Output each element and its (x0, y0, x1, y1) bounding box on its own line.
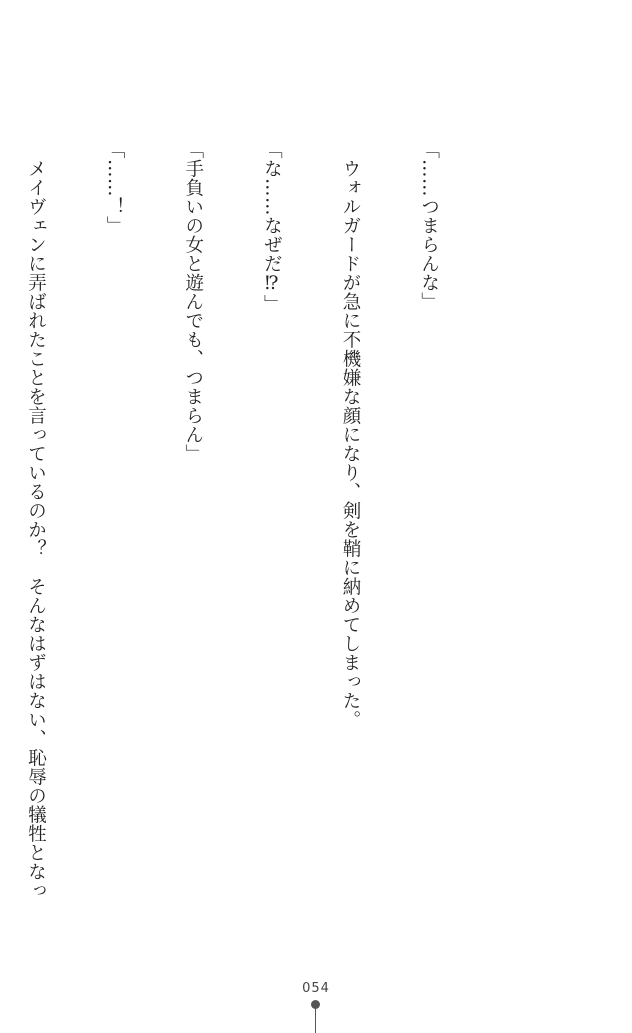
text-line-1: 「……つまらんな」 (418, 140, 440, 311)
text-line-3: 「な……なぜだ⁉」 (261, 140, 283, 314)
text-line-2: ウォルガードが急に不機嫌な顔になり、剣を鞘に納めてしまった。 (339, 140, 361, 729)
novel-text-block (0, 140, 494, 960)
page-marker-line (315, 1008, 316, 1033)
page-number: 054 (302, 981, 330, 996)
text-line-6: メイヴェンに弄ばれたことを言っているのか？ そんなはずはない、恥辱の犠牲となっ (25, 140, 47, 900)
text-line-4: 「手負いの女と遊んでも、つまらん」 (182, 140, 204, 463)
text-line-5: 「……！」 (104, 140, 126, 235)
